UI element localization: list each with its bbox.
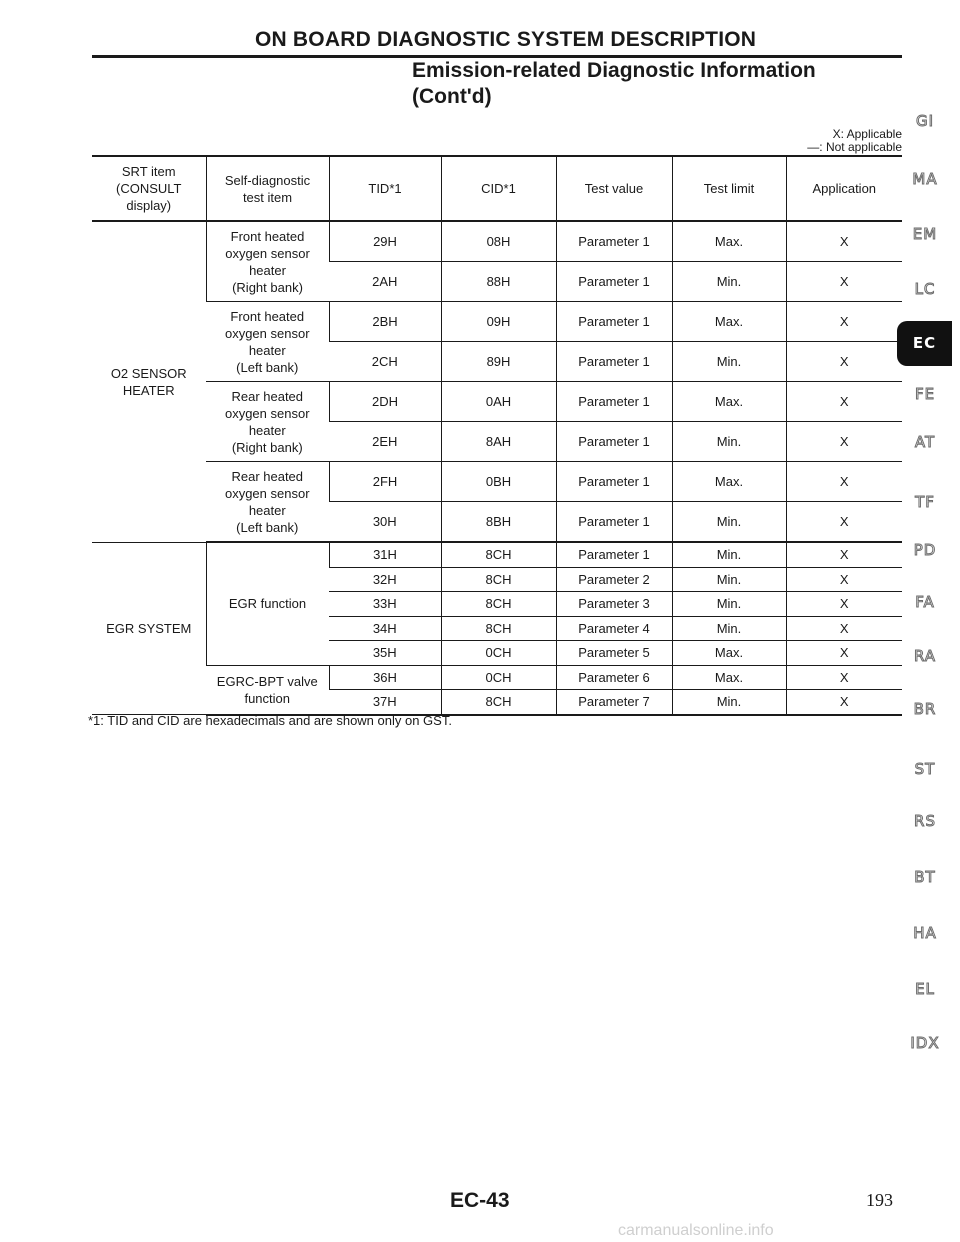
side-tab-pd[interactable]: PD [913,541,937,559]
watermark: carmanualsonline.info [618,1222,774,1239]
cell-test-value: Parameter 1 [556,262,672,302]
cell-tid: 2FH [329,462,441,502]
side-tab-ma[interactable]: MA [912,170,938,188]
table-row [92,382,902,422]
cell-test-limit: Max. [672,641,786,666]
test-item-cell: Rear heated oxygen sensor heater (Left bank) [206,462,329,543]
cell-test-limit: Min. [672,690,786,715]
table-row [92,221,902,262]
header-tid: TID*1 [329,156,441,221]
cell-test-limit: Min. [672,262,786,302]
cell-test-value: Parameter 7 [556,690,672,715]
cell-test-limit: Max. [672,382,786,422]
side-tab-ec[interactable]: EC [897,321,952,366]
cell-cid: 0AH [441,382,556,422]
cell-cid: 8AH [441,422,556,462]
cell-tid: 2DH [329,382,441,422]
cell-cid: 09H [441,302,556,342]
side-tab-bar [905,0,960,1242]
side-tab-el[interactable]: EL [915,980,935,998]
cell-tid: 33H [329,592,441,617]
cell-tid: 32H [329,567,441,592]
side-tab-lc[interactable]: LC [914,280,936,298]
test-item-cell: Front heated oxygen sensor heater (Right bank) [206,221,329,302]
header-self-diagnostic: Self-diagnostic test item [206,156,329,221]
page-number: 193 [866,1190,893,1210]
cell-cid: 8CH [441,690,556,715]
diagnostic-info-table [92,155,902,716]
cell-application: X [786,221,902,262]
cell-tid: 29H [329,221,441,262]
header-application: Application [786,156,902,221]
cell-test-value: Parameter 4 [556,616,672,641]
cell-test-value: Parameter 5 [556,641,672,666]
cell-application: X [786,690,902,715]
side-tab-idx[interactable]: IDX [910,1034,940,1052]
cell-test-limit: Max. [672,221,786,262]
table-row [92,665,902,690]
cell-cid: 8CH [441,567,556,592]
cell-application: X [786,462,902,502]
test-item-cell: Front heated oxygen sensor heater (Left bank) [206,302,329,382]
cell-cid: 8BH [441,502,556,543]
cell-application: X [786,302,902,342]
cell-test-limit: Min. [672,422,786,462]
cell-cid: 0BH [441,462,556,502]
cell-cid: 89H [441,342,556,382]
cell-test-limit: Min. [672,567,786,592]
side-tab-em[interactable]: EM [912,225,938,243]
legend-applicable: X: Applicable [832,127,902,141]
legend-not-applicable: —: Not applicable [807,140,902,154]
cell-test-limit: Max. [672,462,786,502]
table-row [92,462,902,502]
side-tab-fe[interactable]: FE [914,385,936,403]
side-tab-ha[interactable]: HA [913,924,937,942]
cell-test-limit: Min. [672,592,786,617]
applicability-legend [807,128,902,154]
side-tab-at[interactable]: AT [914,433,936,451]
cell-application: X [786,382,902,422]
footnote: *1: TID and CID are hexadecimals and are shown only on GST. [88,713,452,728]
page-code: EC-43 [450,1189,510,1212]
table-row [92,542,902,567]
side-tab-tf[interactable]: TF [915,493,935,511]
cell-cid: 0CH [441,665,556,690]
cell-test-limit: Min. [672,616,786,641]
cell-test-value: Parameter 1 [556,542,672,567]
cell-test-value: Parameter 1 [556,462,672,502]
cell-tid: 35H [329,641,441,666]
header-test-limit: Test limit [672,156,786,221]
test-item-cell: EGR function [206,542,329,665]
cell-cid: 8CH [441,616,556,641]
header-test-value: Test value [556,156,672,221]
group-cell-o2: O2 SENSOR HEATER [92,221,206,542]
cell-tid: 2EH [329,422,441,462]
side-tab-bt[interactable]: BT [914,868,936,886]
test-item-cell: EGRC-BPT valve function [206,665,329,715]
cell-tid: 2CH [329,342,441,382]
cell-tid: 37H [329,690,441,715]
cell-application: X [786,567,902,592]
cell-tid: 30H [329,502,441,543]
group-cell-egr: EGR SYSTEM [92,542,206,715]
side-tab-fa[interactable]: FA [915,593,935,611]
cell-tid: 36H [329,665,441,690]
subtitle-line-2: (Cont'd) [412,85,492,108]
cell-test-value: Parameter 1 [556,221,672,262]
cell-application: X [786,665,902,690]
cell-test-value: Parameter 1 [556,342,672,382]
cell-test-value: Parameter 1 [556,302,672,342]
cell-test-value: Parameter 3 [556,592,672,617]
cell-tid: 2AH [329,262,441,302]
cell-application: X [786,641,902,666]
cell-tid: 31H [329,542,441,567]
cell-application: X [786,422,902,462]
cell-cid: 8CH [441,542,556,567]
cell-test-value: Parameter 1 [556,422,672,462]
cell-test-value: Parameter 2 [556,567,672,592]
side-tab-rs[interactable]: RS [914,812,936,830]
side-tab-br[interactable]: BR [913,700,937,718]
cell-cid: 0CH [441,641,556,666]
cell-application: X [786,616,902,641]
cell-test-value: Parameter 1 [556,502,672,543]
header-srt-item: SRT item (CONSULT display) [92,156,206,221]
side-tab-st[interactable]: ST [914,760,936,778]
test-item-cell: Rear heated oxygen sensor heater (Right bank) [206,382,329,462]
cell-application: X [786,262,902,302]
cell-application: X [786,342,902,382]
cell-tid: 2BH [329,302,441,342]
table-header-row [92,156,902,221]
cell-test-limit: Min. [672,342,786,382]
table-row [92,302,902,342]
side-tab-gi[interactable]: GI [915,112,935,130]
cell-test-value: Parameter 6 [556,665,672,690]
side-tab-ra[interactable]: RA [913,647,937,665]
cell-application: X [786,592,902,617]
subtitle-line-1: Emission-related Diagnostic Information [412,59,816,82]
cell-tid: 34H [329,616,441,641]
cell-cid: 08H [441,221,556,262]
cell-cid: 8CH [441,592,556,617]
page-header-title: ON BOARD DIAGNOSTIC SYSTEM DESCRIPTION [255,28,757,51]
section-subtitle [412,58,816,110]
cell-test-value: Parameter 1 [556,382,672,422]
cell-application: X [786,502,902,543]
header-cid: CID*1 [441,156,556,221]
cell-cid: 88H [441,262,556,302]
cell-test-limit: Min. [672,542,786,567]
cell-test-limit: Min. [672,502,786,543]
cell-test-limit: Max. [672,665,786,690]
cell-application: X [786,542,902,567]
cell-test-limit: Max. [672,302,786,342]
